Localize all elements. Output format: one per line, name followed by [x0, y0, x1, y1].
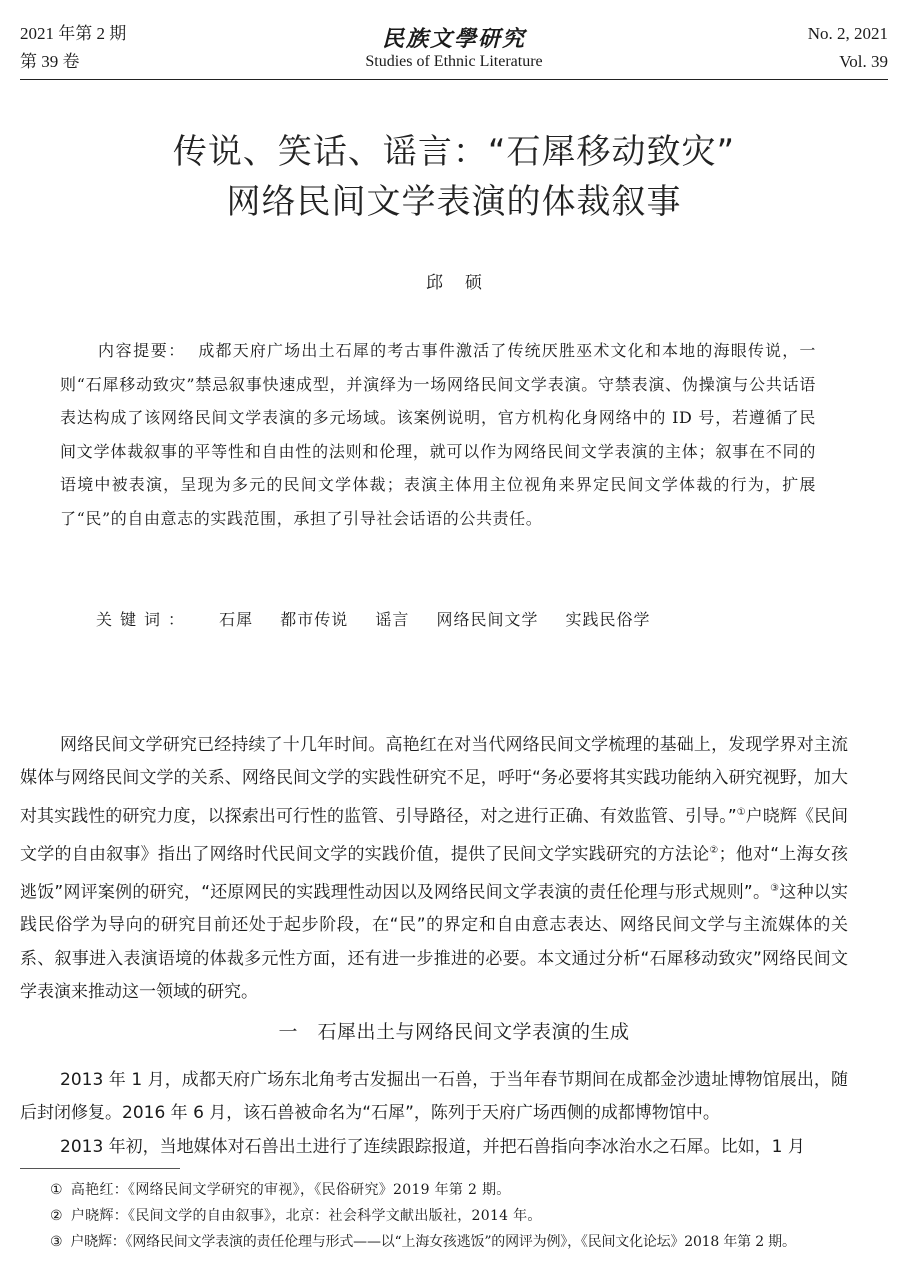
- body-text: 这种以实践民俗学为导向的研究目前还处于起步阶段，在“民”的界定和自由意志表达、网络民间文学与主流媒体的关系、叙事进入表演语境的体裁多元性方面，还有进一步推进的必要。本文通过分析“石犀移动致灾”网络民间文学表演来推动这一领域的研究。: [20, 882, 849, 1003]
- footnote-number: ③: [50, 1234, 63, 1250]
- body-text: ；他对“上海女孩逃饭”网评案例的研究，“还原网民的实践理性动因以及网络民间文学表演的责任伦理与形式规则”。: [20, 844, 849, 903]
- body-paragraph-2: 2013 年 1 月，成都天府广场东北角考古发掘出一石兽，于当年春节期间在成都金沙遗址博物馆展出，随后封闭修复。2016 年 6 月，该石兽被命名为“石犀”，陈列于天府广场西侧的成都博物馆中。: [20, 1070, 848, 1124]
- volume-number-en: Vol. 39: [839, 52, 888, 71]
- journal-logo: 民族文學研究: [381, 26, 526, 52]
- keyword-item: 网络民间文学: [436, 610, 539, 629]
- footnote-number: ①: [50, 1182, 63, 1198]
- header-divider: [20, 79, 888, 80]
- body-paragraph-1: [20, 729, 848, 1009]
- keyword-item: 实践民俗学: [565, 610, 651, 629]
- footnote-2: [50, 1206, 542, 1226]
- section-heading: 一 石犀出土与网络民间文学表演的生成: [278, 1021, 630, 1043]
- issue-number-cn: 2021 年第 2 期: [20, 24, 127, 43]
- footnote-3: [50, 1232, 796, 1252]
- issue-number-en: No. 2, 2021: [807, 24, 888, 43]
- volume-number-cn: 第 39 卷: [20, 52, 80, 71]
- abstract-label: 内容提要：: [98, 341, 186, 360]
- body-paragraph-3: 2013 年初，当地媒体对石兽出土进行了连续跟踪报道，并把石兽指向李冰治水之石犀。比如，1 月: [60, 1137, 805, 1157]
- footnote-ref: ③: [770, 882, 780, 894]
- article-title-line-2: 网络民间文学表演的体裁叙事: [226, 182, 682, 222]
- footnote-text: 户晓辉：《民间文学的自由叙事》，北京：社会科学文献出版社，2014 年。: [70, 1208, 542, 1224]
- keywords-label: 关键词：: [96, 610, 193, 629]
- author-name: 邱硕: [426, 273, 504, 293]
- article-title-line-1: 传说、笑话、谣言：“石犀移动致灾”: [172, 132, 736, 172]
- footnote-text: 高艳红：《网络民间文学研究的审视》，《民俗研究》2019 年第 2 期。: [70, 1182, 511, 1198]
- abstract: [60, 334, 816, 535]
- abstract-text: 成都天府广场出土石犀的考古事件激活了传统厌胜巫术文化和本地的海眼传说，一则“石犀移动致灾”禁忌叙事快速成型，并演绎为一场网络民间文学表演。守禁表演、伪操演与公共话语表达构成了该网络民间文学表演的多元场域。该案例说明，官方机构化身网络中的 ID 号，若遵循了民间文学体裁叙事的平等性和自由性的法则和伦理，就可以作为网络民间文学表演的主体；叙事在不同的语境中被表演，呈现为多元的民间文学体裁；表演主体用主位视角来界定民间文学体裁的行为，扩展了“民”的自由意志的实践范围，承担了引导社会话语的公共责任。: [60, 341, 816, 528]
- keywords: [96, 606, 856, 634]
- keyword-item: 都市传说: [280, 610, 349, 629]
- keyword-item: 谣言: [375, 610, 410, 629]
- keyword-item: 石犀: [219, 610, 254, 629]
- footnote-ref: ②: [709, 844, 719, 856]
- footnote-text: 户晓辉：《网络民间文学表演的责任伦理与形式——以“上海女孩逃饭”的网评为例》，《民间文化论坛》2018 年第 2 期。: [70, 1234, 796, 1250]
- journal-name-en: Studies of Ethnic Literature: [365, 53, 543, 70]
- footnote-divider: [20, 1168, 180, 1169]
- body-text: 户晓辉《民间文学的自由叙事》指出了网络时代民间文学的实践价值，提供了民间文学实践研究的方法论: [20, 806, 848, 865]
- body-text: 网络民间文学研究已经持续了十几年时间。高艳红在对当代网络民间文学梳理的基础上，发现学界对主流媒体与网络民间文学的关系、网络民间文学的实践性研究不足，呼吁“务必要将其实践功能纳入研究视野，加大对其实践性的研究力度，以探索出可行性的监管、引导路径，对之进行正确、有效监管、引导。”: [20, 735, 848, 827]
- footnote-number: ②: [50, 1208, 63, 1224]
- footnote-1: [50, 1180, 511, 1200]
- footnote-ref: ①: [736, 806, 746, 818]
